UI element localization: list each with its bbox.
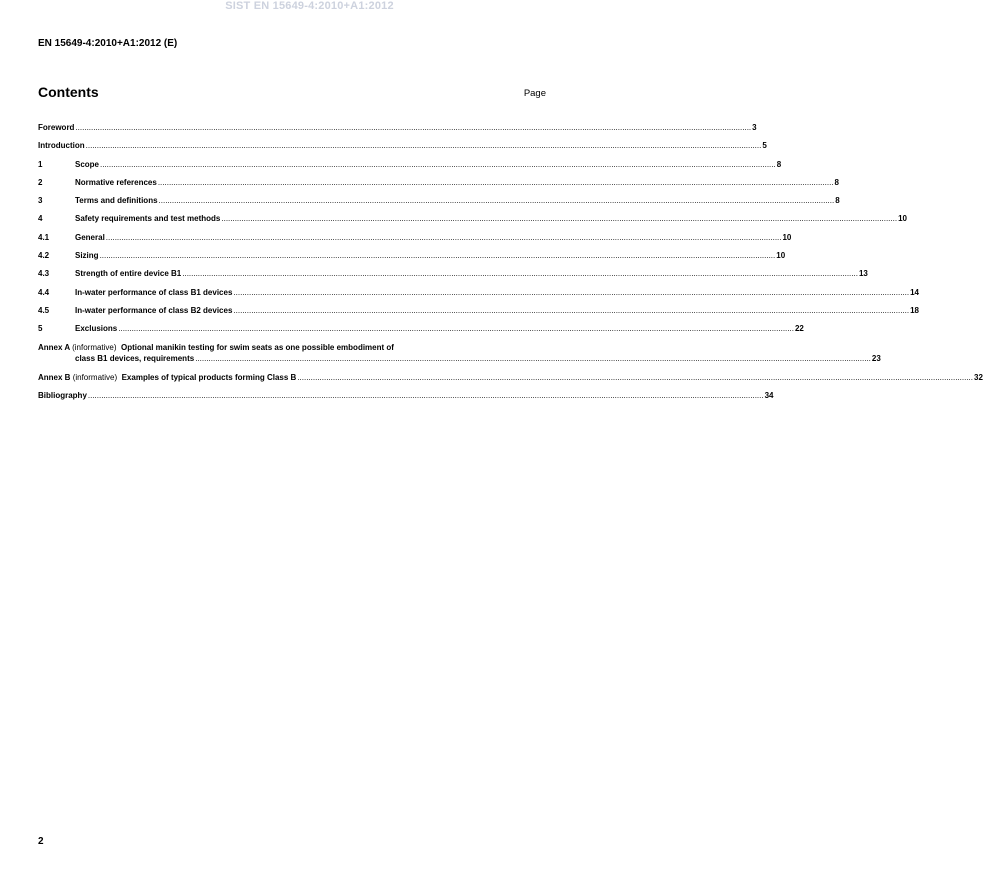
toc-entry-page: 8 [776,159,782,169]
annex-title: Examples of typical products forming Class B [121,372,297,382]
toc-entry-terms-and-definitions[interactable] [38,195,840,213]
toc-entry-general[interactable] [38,232,792,250]
toc-entry-normative-references[interactable] [38,177,839,195]
watermark: SIST EN 15649-4:2010+A1:2012 [225,0,394,12]
dot-leader [106,232,782,243]
toc-entry-page: 8 [835,196,840,206]
toc-entry-title: Normative references [75,177,157,187]
document-id: EN 15649-4:2010+A1:2012 (E) [38,38,178,49]
annex-b-heading [38,372,296,383]
toc-entry-title: Strength of entire device B1 [75,269,182,279]
toc-entry-title: Terms and definitions [75,196,158,206]
toc-entry-strength-b1[interactable] [38,268,868,286]
toc-entry-title: General [75,232,105,242]
toc-entry-introduction[interactable] [38,140,767,158]
toc-entry-safety-requirements[interactable] [38,213,907,231]
toc-entry-scope[interactable] [38,159,782,177]
annex-label: Annex A [38,342,70,352]
dot-leader [75,122,751,133]
annex-kind: (informative) [72,372,118,382]
dot-leader [195,353,871,364]
annex-title-line-2: class B1 devices, requirements [75,353,195,363]
toc-entry-number: 4.5 [38,305,50,315]
annex-title-line-1: Optional manikin testing for swim seats as one possible embodiment of [121,342,394,352]
toc-entry-in-water-b2[interactable] [38,305,919,323]
toc-entry-title: Bibliography [38,390,87,400]
dot-leader [86,140,762,151]
toc-entry-number: 2 [38,177,43,187]
toc-entry-page: 3 [752,123,757,132]
dot-leader [221,213,897,224]
dot-leader [182,268,858,279]
toc-entry-title: In-water performance of class B2 devices [75,305,233,315]
toc-entry-page: 10 [898,214,907,224]
toc-entry-annex-b[interactable] [38,372,983,390]
toc-entry-title: Exclusions [75,324,118,334]
page-column-label: Page [523,88,546,99]
toc-entry-title: Safety requirements and test methods [75,214,221,224]
toc-entry-annex-a[interactable] [38,342,881,372]
annex-a-text [38,342,881,364]
toc-entry-page: 22 [794,324,804,334]
table-of-contents [38,122,983,408]
toc-entry-page: 10 [776,251,786,261]
dot-leader [100,250,776,261]
toc-entry-page: 10 [782,232,792,242]
dot-leader [159,195,835,206]
toc-entry-title: In-water performance of class B1 devices [75,287,233,297]
toc-entry-title: Sizing [75,251,99,261]
dot-leader [100,159,776,170]
toc-entry-in-water-b1[interactable] [38,287,919,305]
toc-entry-title: Foreword [38,123,75,132]
toc-entry-page: 13 [858,269,868,279]
dot-leader [233,287,909,298]
annex-a-line-2 [38,353,881,364]
toc-entry-title: Scope [75,159,100,169]
toc-entry-page: 5 [762,141,767,151]
contents-title: Contents [38,84,99,100]
toc-entry-page: 32 [974,372,983,382]
toc-entry-number: 4.4 [38,287,50,297]
toc-entry-bibliography[interactable] [38,390,774,408]
toc-entry-page: 18 [910,305,919,315]
toc-entry-page: 34 [764,390,774,400]
toc-entry-page: 23 [871,353,881,363]
toc-entry-number: 4.2 [38,251,50,261]
toc-entry-number: 4.3 [38,269,50,279]
toc-entry-number: 4 [38,214,43,224]
page-number: 2 [38,836,44,847]
toc-entry-sizing[interactable] [38,250,786,268]
annex-label: Annex B [38,372,71,382]
annex-a-line-1 [38,342,881,353]
toc-entry-exclusions[interactable] [38,323,804,341]
toc-entry-page: 8 [834,177,839,187]
dot-leader [88,390,764,401]
toc-entry-title: Introduction [38,141,85,151]
dot-leader [297,372,973,383]
toc-entry-number: 1 [38,159,43,169]
dot-leader [158,177,834,188]
toc-entry-foreword[interactable] [38,122,757,140]
toc-entry-number: 3 [38,196,43,206]
toc-entry-number: 5 [38,324,43,334]
dot-leader [233,305,909,316]
dot-leader [118,323,794,334]
toc-entry-number: 4.1 [38,232,50,242]
toc-entry-page: 14 [910,287,919,297]
annex-kind: (informative) [72,342,117,352]
